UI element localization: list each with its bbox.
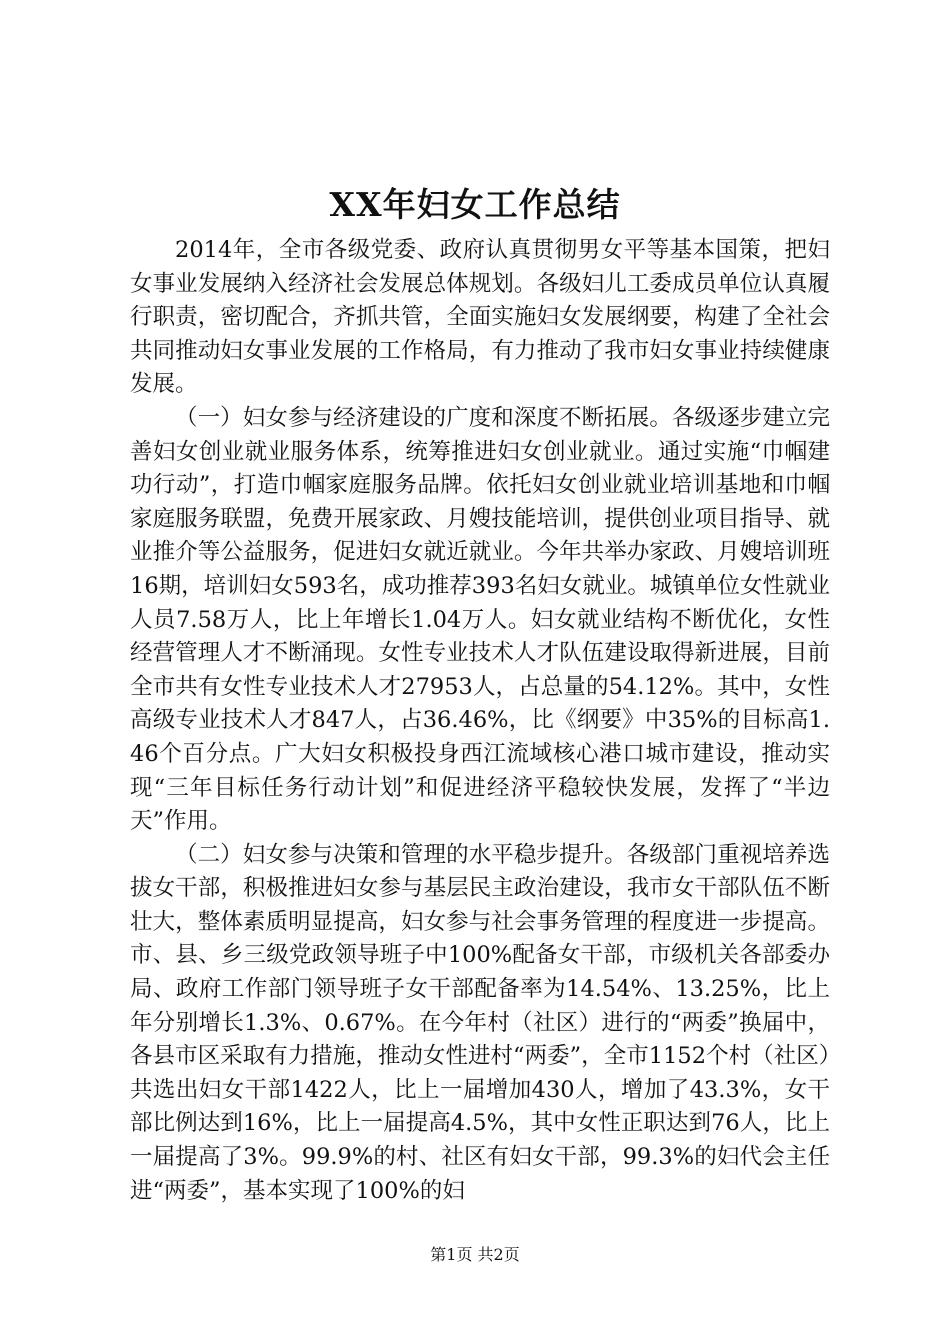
document-title: XX年妇女工作总结 — [329, 185, 621, 224]
paragraph-economic-participation: （一）妇女参与经济建设的广度和深度不断拓展。各级逐步建立完善妇女创业就业服务体系，统筹推进妇女创业就业。通过实施“巾帼建功行动”，打造巾帼家庭服务品牌。依托妇女创业就业培训基地和巾帼家庭服务联盟，免费开展家政、月嫂技能培训，提供创业项目指导、就业推介等公益服务，促进妇女就近就业。今年共举办家政、月嫂培训班16期，培训妇女593名，成功推荐393名妇女就业。城镇单位女性就业人员7.58万人，比上年增长1.04万人。妇女就业结构不断优化，女性经营管理人才不断涌现。女性专业技术人才队伍建设取得新进展，目前全市共有女性专业技术人才27953人，占总量的54.12%。其中，女性高级专业技术人才847人，占36.46%，比《纲要》中35%的目标高1.46个百分点。广大妇女积极投身西江流域核心港口城市建设，推动实现“三年目标任务行动计划”和促进经济平稳较快发展，发挥了“半边天”作用。 — [130, 404, 830, 835]
document-body — [130, 234, 830, 1208]
page-footer: 第1页 共2页 — [430, 1245, 520, 1264]
paragraph-intro: 2014年，全市各级党委、政府认真贯彻男女平等基本国策，把妇女事业发展纳入经济社会发展总体规划。各级妇儿工委成员单位认真履行职责，密切配合，齐抓共管，全面实施妇女发展纲要，构建了全社会共同推动妇女事业发展的工作格局，有力推动了我市妇女事业持续健康发展。 — [130, 237, 830, 398]
paragraph-decision-making: （二）妇女参与决策和管理的水平稳步提升。各级部门重视培养选拔女干部，积极推进妇女参与基层民主政治建设，我市女干部队伍不断壮大，整体素质明显提高，妇女参与社会事务管理的程度进一步提高。市、县、乡三级党政领导班子中100%配备女干部，市级机关各部委办局、政府工作部门领导班子女干部配备率为14.54%、13.25%，比上年分别增长1.3%、0.67%。在今年村（社区）进行的“两委”换届中，各县市区采取有力措施，推动女性进村“两委”，全市1152个村（社区）共选出妇女干部1422人，比上一届增加430人，增加了43.3%，女干部比例达到16%，比上一届提高4.5%，其中女性正职达到76人，比上一届提高了3%。99.9%的村、社区有妇女干部，99.3%的妇代会主任进“两委”，基本实现了100%的妇 — [130, 841, 830, 1204]
